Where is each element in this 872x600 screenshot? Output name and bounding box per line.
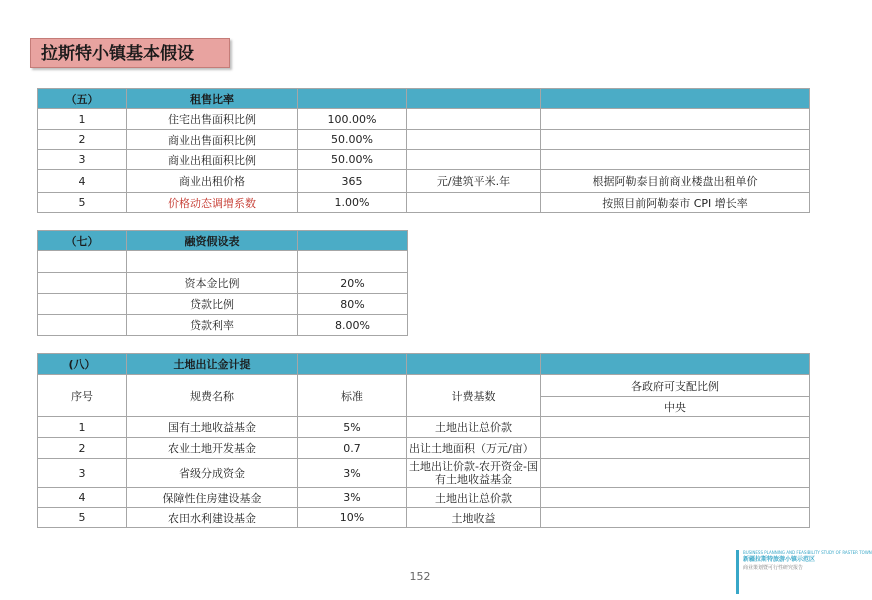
- finance-heading: 融资假设表: [127, 231, 298, 251]
- table-row: 3 商业出租面积比例 50.00%: [38, 150, 810, 170]
- table-row: 1 住宅出售面积比例 100.00%: [38, 109, 810, 130]
- finance-section-label: （七）: [38, 231, 127, 251]
- table-row: 2 商业出售面积比例 50.00%: [38, 130, 810, 150]
- financing-table: [37, 230, 408, 336]
- land-fee-table: [37, 353, 810, 528]
- table-row: 5 农田水利建设基金 10% 土地收益: [38, 508, 810, 528]
- logo-title-line: 新疆拉斯特旅游小镇示范区: [743, 556, 816, 563]
- table-row: 2 农业土地开发基金 0.7 出让土地面积（万元/亩）: [38, 438, 810, 459]
- table-row: 1 国有土地收益基金 5% 土地出让总价款: [38, 417, 810, 438]
- rent-header-row: [38, 89, 810, 109]
- highlighted-parameter: 价格动态调增系数: [127, 193, 298, 213]
- page-title: 拉斯特小镇基本假设: [30, 38, 230, 68]
- col-header-ratio: 各政府可支配比例: [541, 375, 810, 397]
- land-section-label: (八）: [38, 354, 127, 375]
- land-header-row: [38, 354, 810, 375]
- rent-ratio-table: [37, 88, 810, 213]
- table-row: 4 保障性住房建设基金 3% 土地出让总价款: [38, 488, 810, 508]
- table-row: 资本金比例 20%: [38, 273, 408, 294]
- table-row: 4 商业出租价格 365 元/建筑平米.年 根据阿勒泰目前商业楼盘出租单价: [38, 170, 810, 193]
- col-header-standard: 标准: [298, 375, 407, 417]
- finance-header-row: [38, 231, 408, 251]
- logo-subtitle-line: 商业策划暨可行性研究报告: [743, 565, 804, 571]
- page-number: 152: [409, 570, 431, 583]
- col-header-base: 计费基数: [407, 375, 541, 417]
- table-row: 3 省级分成资金 3% 土地出让价款-农开资金-国有土地收益基金: [38, 459, 810, 488]
- report-logo: [736, 550, 872, 594]
- table-row: [38, 251, 408, 273]
- col-header-name: 规费名称: [127, 375, 298, 417]
- table-row: 5 价格动态调增系数 1.00% 按照目前阿勒泰市 CPI 增长率: [38, 193, 810, 213]
- col-header-no: 序号: [38, 375, 127, 417]
- rent-heading: 租售比率: [127, 89, 298, 109]
- logo-english-line: BUSINESS PLANNING AND FEASIBILITY STUDY OF RASTER TOWN: [743, 550, 872, 555]
- rent-section-label: （五）: [38, 89, 127, 109]
- column-header-row: [38, 375, 810, 397]
- table-row: 贷款利率 8.00%: [38, 315, 408, 336]
- table-row: 贷款比例 80%: [38, 294, 408, 315]
- land-heading: 土地出让金计提: [127, 354, 298, 375]
- col-header-central: 中央: [541, 397, 810, 417]
